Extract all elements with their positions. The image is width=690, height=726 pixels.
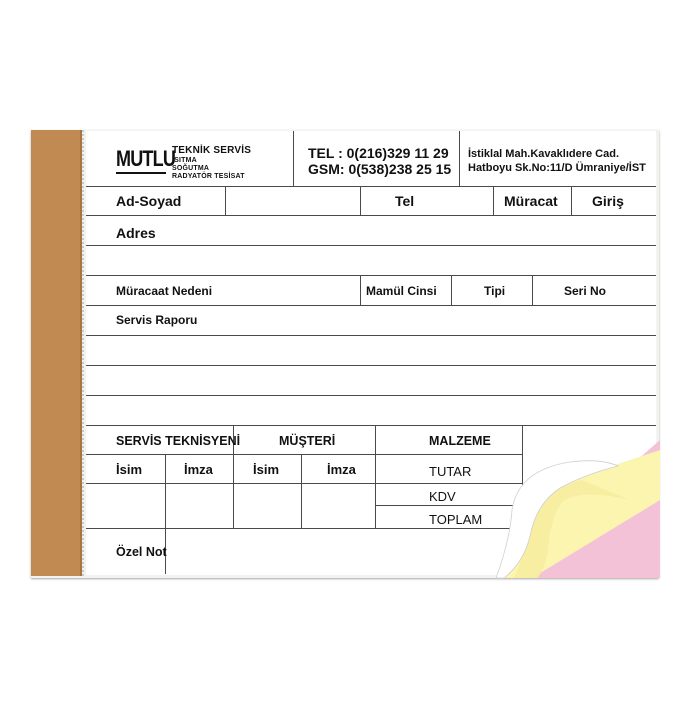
row-line bbox=[86, 335, 656, 336]
row-line bbox=[86, 454, 522, 455]
service-tag-technical: TEKNİK SERVİS bbox=[172, 145, 252, 156]
page-curl-copies bbox=[490, 440, 660, 580]
address-line-2: Hatboyu Sk.No:11/D Ümraniye/İST bbox=[468, 162, 646, 174]
label-servis-raporu: Servis Raporu bbox=[116, 313, 198, 327]
label-tipi: Tipi bbox=[484, 284, 506, 298]
row-line bbox=[86, 245, 656, 246]
label-adres: Adres bbox=[116, 225, 156, 241]
col-line bbox=[451, 275, 452, 305]
label-ad-soyad: Ad-Soyad bbox=[116, 193, 182, 209]
label-servis-teknisyeni: SERVİS TEKNİSYENİ bbox=[116, 434, 241, 448]
label-customer-imza: İmza bbox=[327, 462, 356, 477]
row-line bbox=[86, 483, 522, 484]
header-divider bbox=[459, 131, 460, 186]
address-line-1: İstiklal Mah.Kavaklıdere Cad. bbox=[468, 148, 620, 160]
label-tel: Tel bbox=[395, 193, 415, 209]
header-divider bbox=[293, 131, 294, 186]
label-seri-no: Seri No bbox=[564, 284, 607, 298]
col-line bbox=[375, 425, 376, 528]
col-line bbox=[360, 186, 361, 215]
brand-logo: MUTLU bbox=[116, 146, 176, 171]
label-mamul-cinsi: Mamül Cinsi bbox=[366, 284, 437, 298]
row-line bbox=[86, 215, 656, 216]
logo-underline bbox=[116, 172, 166, 174]
row-line bbox=[86, 528, 522, 529]
col-line bbox=[571, 186, 572, 215]
row-line bbox=[86, 365, 656, 366]
book-binding bbox=[31, 130, 82, 576]
col-line bbox=[532, 275, 533, 305]
col-line bbox=[493, 186, 494, 215]
label-customer-isim: İsim bbox=[253, 462, 280, 477]
label-malzeme: MALZEME bbox=[429, 434, 491, 448]
service-tag-heating: ISITMA bbox=[172, 157, 197, 164]
service-tag-cooling: SOĞUTMA bbox=[172, 165, 210, 172]
label-muracat: Müracat bbox=[504, 193, 558, 209]
label-musteri: MÜŞTERİ bbox=[279, 434, 336, 448]
label-tutar: TUTAR bbox=[429, 464, 472, 479]
service-tag-radiator: RADYATÖR TESİSAT bbox=[172, 173, 245, 180]
phone-number: TEL : 0(216)329 11 29 bbox=[308, 145, 449, 161]
col-line bbox=[225, 186, 226, 215]
col-line bbox=[360, 275, 361, 305]
label-giris: Giriş bbox=[592, 193, 624, 209]
label-tech-imza: İmza bbox=[184, 462, 213, 477]
label-muracaat-nedeni: Müracaat Nedeni bbox=[116, 284, 213, 298]
label-ozel-not: Özel Not bbox=[116, 545, 167, 559]
label-tech-isim: İsim bbox=[116, 462, 143, 477]
row-line bbox=[86, 395, 656, 396]
label-kdv: KDV bbox=[429, 489, 456, 504]
row-line bbox=[86, 425, 656, 426]
gsm-number: GSM: 0(538)238 25 15 bbox=[308, 161, 452, 177]
row-line bbox=[86, 305, 656, 306]
perforation-line bbox=[82, 130, 84, 576]
row-line bbox=[86, 275, 656, 276]
col-line bbox=[301, 454, 302, 528]
label-toplam: TOPLAM bbox=[429, 512, 483, 527]
